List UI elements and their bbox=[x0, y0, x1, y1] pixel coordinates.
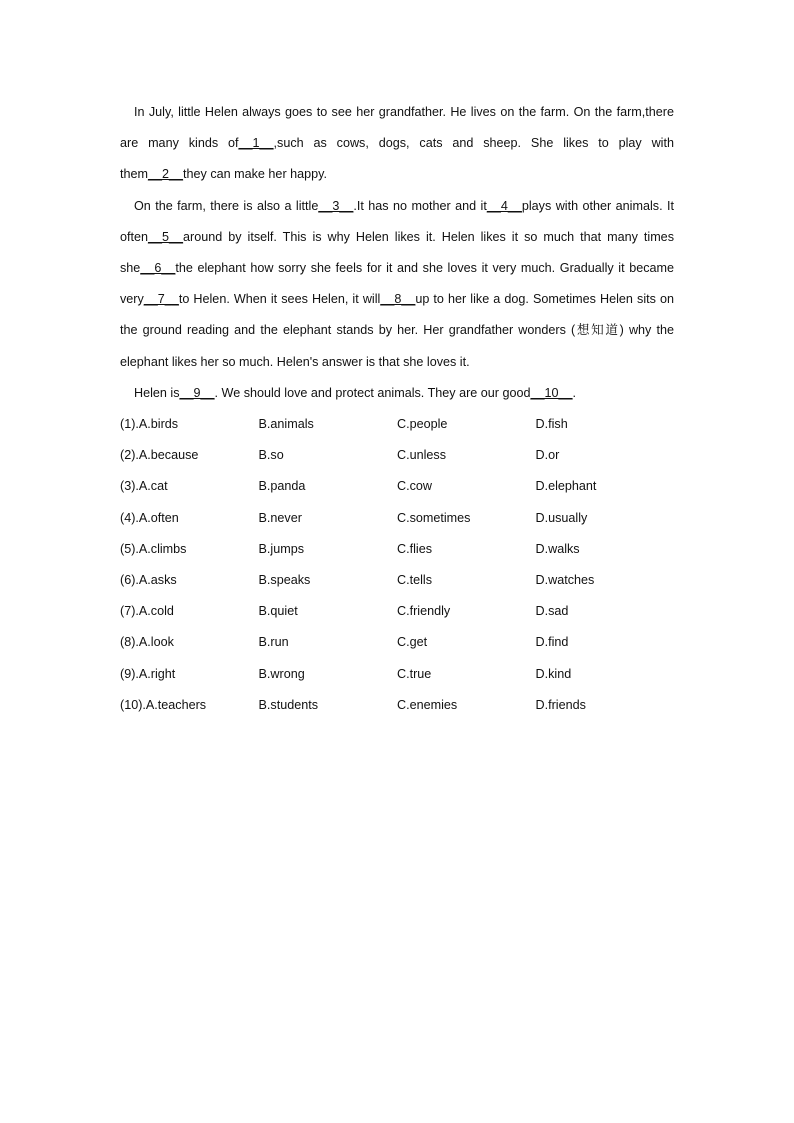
option-d: D.or bbox=[535, 448, 560, 463]
question-row bbox=[120, 565, 674, 596]
option-b: B.students bbox=[258, 697, 319, 712]
passage-text: . bbox=[572, 385, 577, 400]
question-row bbox=[120, 690, 674, 721]
answer-blank: __3__ bbox=[318, 198, 354, 213]
passage-text: .It has no mother and it bbox=[353, 198, 487, 213]
answer-blank: __2__ bbox=[148, 167, 184, 182]
passage-text: Helen is bbox=[134, 385, 180, 400]
question-row bbox=[120, 409, 674, 440]
passage-text: On the farm, there is also a little bbox=[134, 198, 319, 213]
question-row bbox=[120, 503, 674, 534]
option-d: D.fish bbox=[535, 417, 568, 432]
option-b: B.never bbox=[258, 510, 302, 525]
question-row bbox=[120, 659, 674, 690]
option-a: (6).A.asks bbox=[120, 572, 177, 587]
passage-text: around by itself. This is why Helen likes it. Helen likes it so much that many times she bbox=[120, 229, 674, 276]
passage-text: In July, little Helen always goes to see her grandfather. He lives on the farm. On the farm,there are many kinds of bbox=[120, 105, 674, 151]
option-d: D.watches bbox=[535, 572, 595, 587]
option-b: B.animals bbox=[258, 417, 314, 432]
passage-text: plays with other animals. It often bbox=[120, 198, 674, 244]
passage-text: ,such as cows, dogs, cats and sheep. She likes to play with them bbox=[120, 136, 674, 182]
option-b: B.panda bbox=[258, 479, 306, 494]
passage-paragraph bbox=[120, 378, 674, 409]
option-a: (8).A.look bbox=[120, 635, 174, 650]
question-row bbox=[120, 627, 674, 658]
option-b: B.wrong bbox=[258, 666, 305, 681]
option-b: B.speaks bbox=[258, 572, 311, 587]
answer-blank: __1__ bbox=[238, 136, 274, 151]
option-c: C.tells bbox=[397, 572, 432, 587]
passage-text: they can make her happy. bbox=[183, 167, 328, 182]
option-c: C.get bbox=[397, 635, 428, 650]
answer-blank: __8__ bbox=[380, 292, 416, 307]
question-row bbox=[120, 534, 674, 565]
option-d: D.sad bbox=[535, 604, 569, 619]
answer-blank: __10__ bbox=[530, 385, 573, 400]
option-c: C.enemies bbox=[397, 697, 458, 712]
option-b: B.run bbox=[258, 635, 289, 650]
option-a: (9).A.right bbox=[120, 666, 176, 681]
option-c: C.true bbox=[397, 666, 432, 681]
option-a: (10).A.teachers bbox=[120, 697, 207, 712]
option-a: (2).A.because bbox=[120, 448, 199, 463]
answer-blank: __4__ bbox=[486, 198, 522, 213]
option-b: B.so bbox=[258, 448, 284, 463]
option-d: D.walks bbox=[535, 541, 580, 556]
option-c: C.people bbox=[397, 417, 448, 432]
passage-text: to Helen. When it sees Helen, it will bbox=[178, 292, 381, 307]
option-d: D.find bbox=[535, 635, 569, 650]
option-a: (5).A.climbs bbox=[120, 541, 187, 556]
question-row bbox=[120, 440, 674, 471]
question-row bbox=[120, 471, 674, 502]
option-c: C.cow bbox=[397, 479, 432, 494]
option-b: B.jumps bbox=[258, 541, 304, 556]
option-a: (3).A.cat bbox=[120, 479, 168, 494]
option-c: C.sometimes bbox=[397, 510, 471, 525]
answer-blank: __6__ bbox=[140, 261, 176, 276]
option-d: D.friends bbox=[535, 697, 586, 712]
passage-text: the elephant how sorry she feels for it and she loves it very much. Gradually it became very bbox=[120, 261, 674, 307]
answer-blank: __7__ bbox=[143, 292, 179, 307]
document-page bbox=[120, 97, 674, 721]
option-c: C.flies bbox=[397, 541, 432, 556]
passage-text: up to her like a dog. Sometimes Helen sits on the ground reading and the elephant stands by her. Her grandfather wonders (想知道) why the elephant likes her so much. Helen's answer is that she loves it. bbox=[120, 292, 675, 369]
passage-text: . We should love and protect animals. They are our good bbox=[214, 385, 531, 400]
passage-paragraph bbox=[120, 97, 674, 191]
option-d: D.elephant bbox=[535, 479, 597, 494]
options-list bbox=[120, 409, 674, 721]
answer-blank: __5__ bbox=[148, 229, 184, 244]
answer-blank: __9__ bbox=[179, 385, 215, 400]
option-c: C.unless bbox=[397, 448, 446, 463]
passage-paragraph bbox=[120, 191, 674, 378]
option-a: (1).A.birds bbox=[120, 417, 179, 432]
passage bbox=[120, 97, 674, 409]
option-a: (4).A.often bbox=[120, 510, 179, 525]
option-c: C.friendly bbox=[397, 604, 451, 619]
option-a: (7).A.cold bbox=[120, 604, 174, 619]
option-b: B.quiet bbox=[258, 604, 298, 619]
question-row bbox=[120, 596, 674, 627]
option-d: D.usually bbox=[535, 510, 588, 525]
option-d: D.kind bbox=[535, 666, 572, 681]
